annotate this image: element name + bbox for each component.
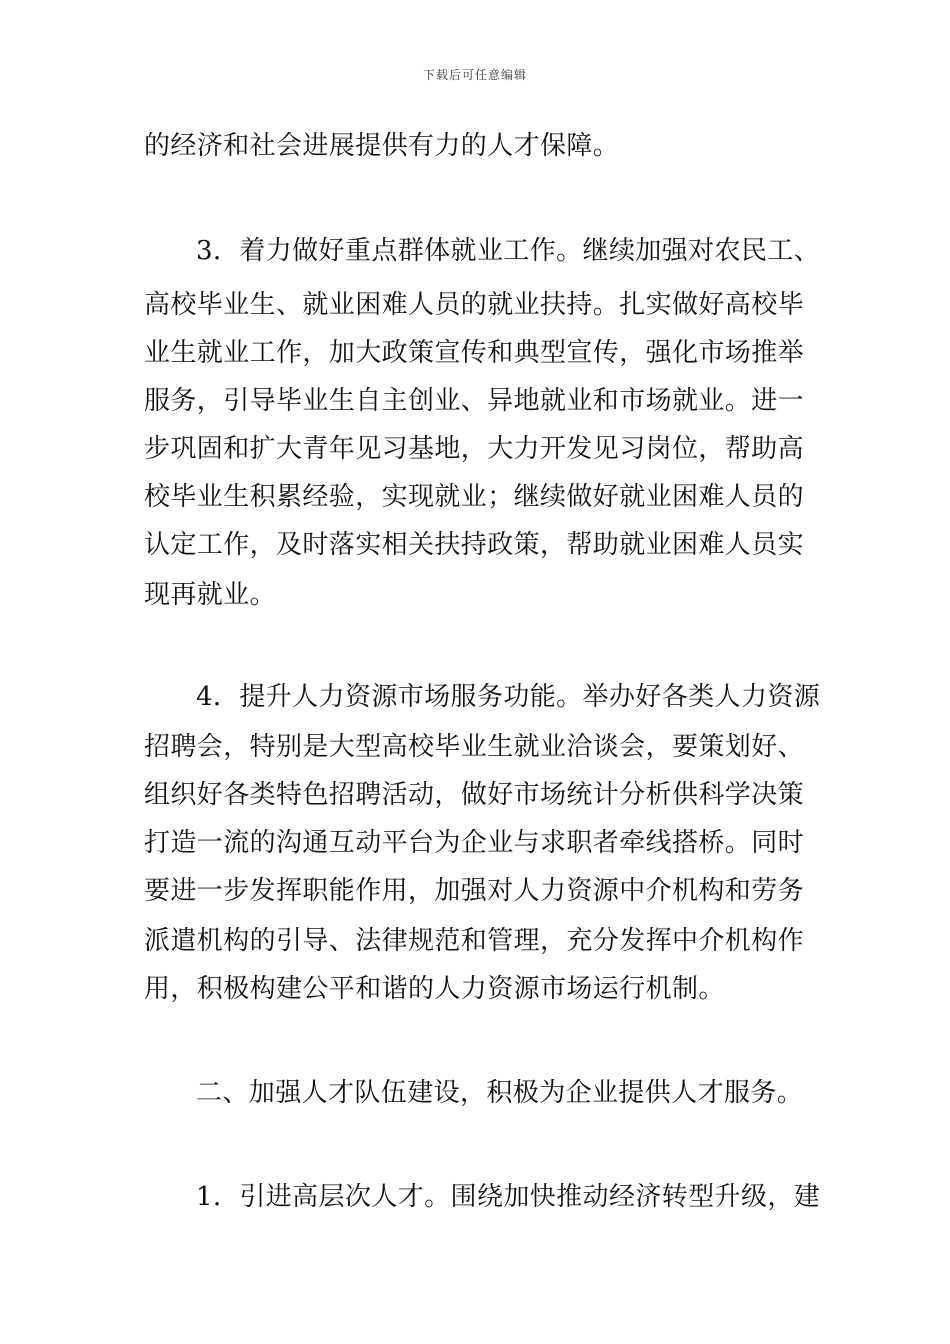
text-line: 打造一流的沟通互动平台为企业与求职者牵线搭桥。同时 <box>144 828 805 858</box>
text-line: 派遣机构的引导、法律规范和管理，充分发挥中介机构作 <box>144 926 805 956</box>
text-line: 业生就业工作，加大政策宣传和典型宣传，强化市场推举 <box>144 338 805 368</box>
text-line: 服务，引导毕业生自主创业、异地就业和市场就业。进一 <box>144 386 805 416</box>
text-line: 的经济和社会进展提供有力的人才保障。 <box>144 131 620 161</box>
text-line: 3．着力做好重点群体就业工作。继续加强对农民工、 <box>196 236 821 266</box>
text-line: 4．提升人力资源市场服务功能。举办好各类人力资源 <box>196 682 821 712</box>
text-line: 现再就业。 <box>144 580 277 610</box>
text-line: 招聘会，特别是大型高校毕业生就业洽谈会，要策划好、 <box>144 732 805 762</box>
text-line: 1．引进高层次人才。围绕加快推动经济转型升级，建 <box>196 1182 821 1212</box>
text-line: 用，积极构建公平和谐的人力资源市场运行机制。 <box>144 974 725 1004</box>
text-line: 校毕业生积累经验，实现就业；继续做好就业困难人员的 <box>144 482 805 512</box>
text-line: 高校毕业生、就业困难人员的就业扶持。扎实做好高校毕 <box>144 290 805 320</box>
section-heading: 二、加强人才队伍建设，积极为企业提供人才服务。 <box>196 1078 804 1108</box>
text-line: 要进一步发挥职能作用，加强对人力资源中介机构和劳务 <box>144 876 805 906</box>
text-line: 认定工作，及时落实相关扶持政策，帮助就业困难人员实 <box>144 530 805 560</box>
page-header: 下载后可任意编辑 <box>422 68 527 82</box>
text-line: 组织好各类特色招聘活动，做好市场统计分析供科学决策 <box>144 780 805 810</box>
text-line: 步巩固和扩大青年见习基地，大力开发见习岗位，帮助高 <box>144 434 805 464</box>
